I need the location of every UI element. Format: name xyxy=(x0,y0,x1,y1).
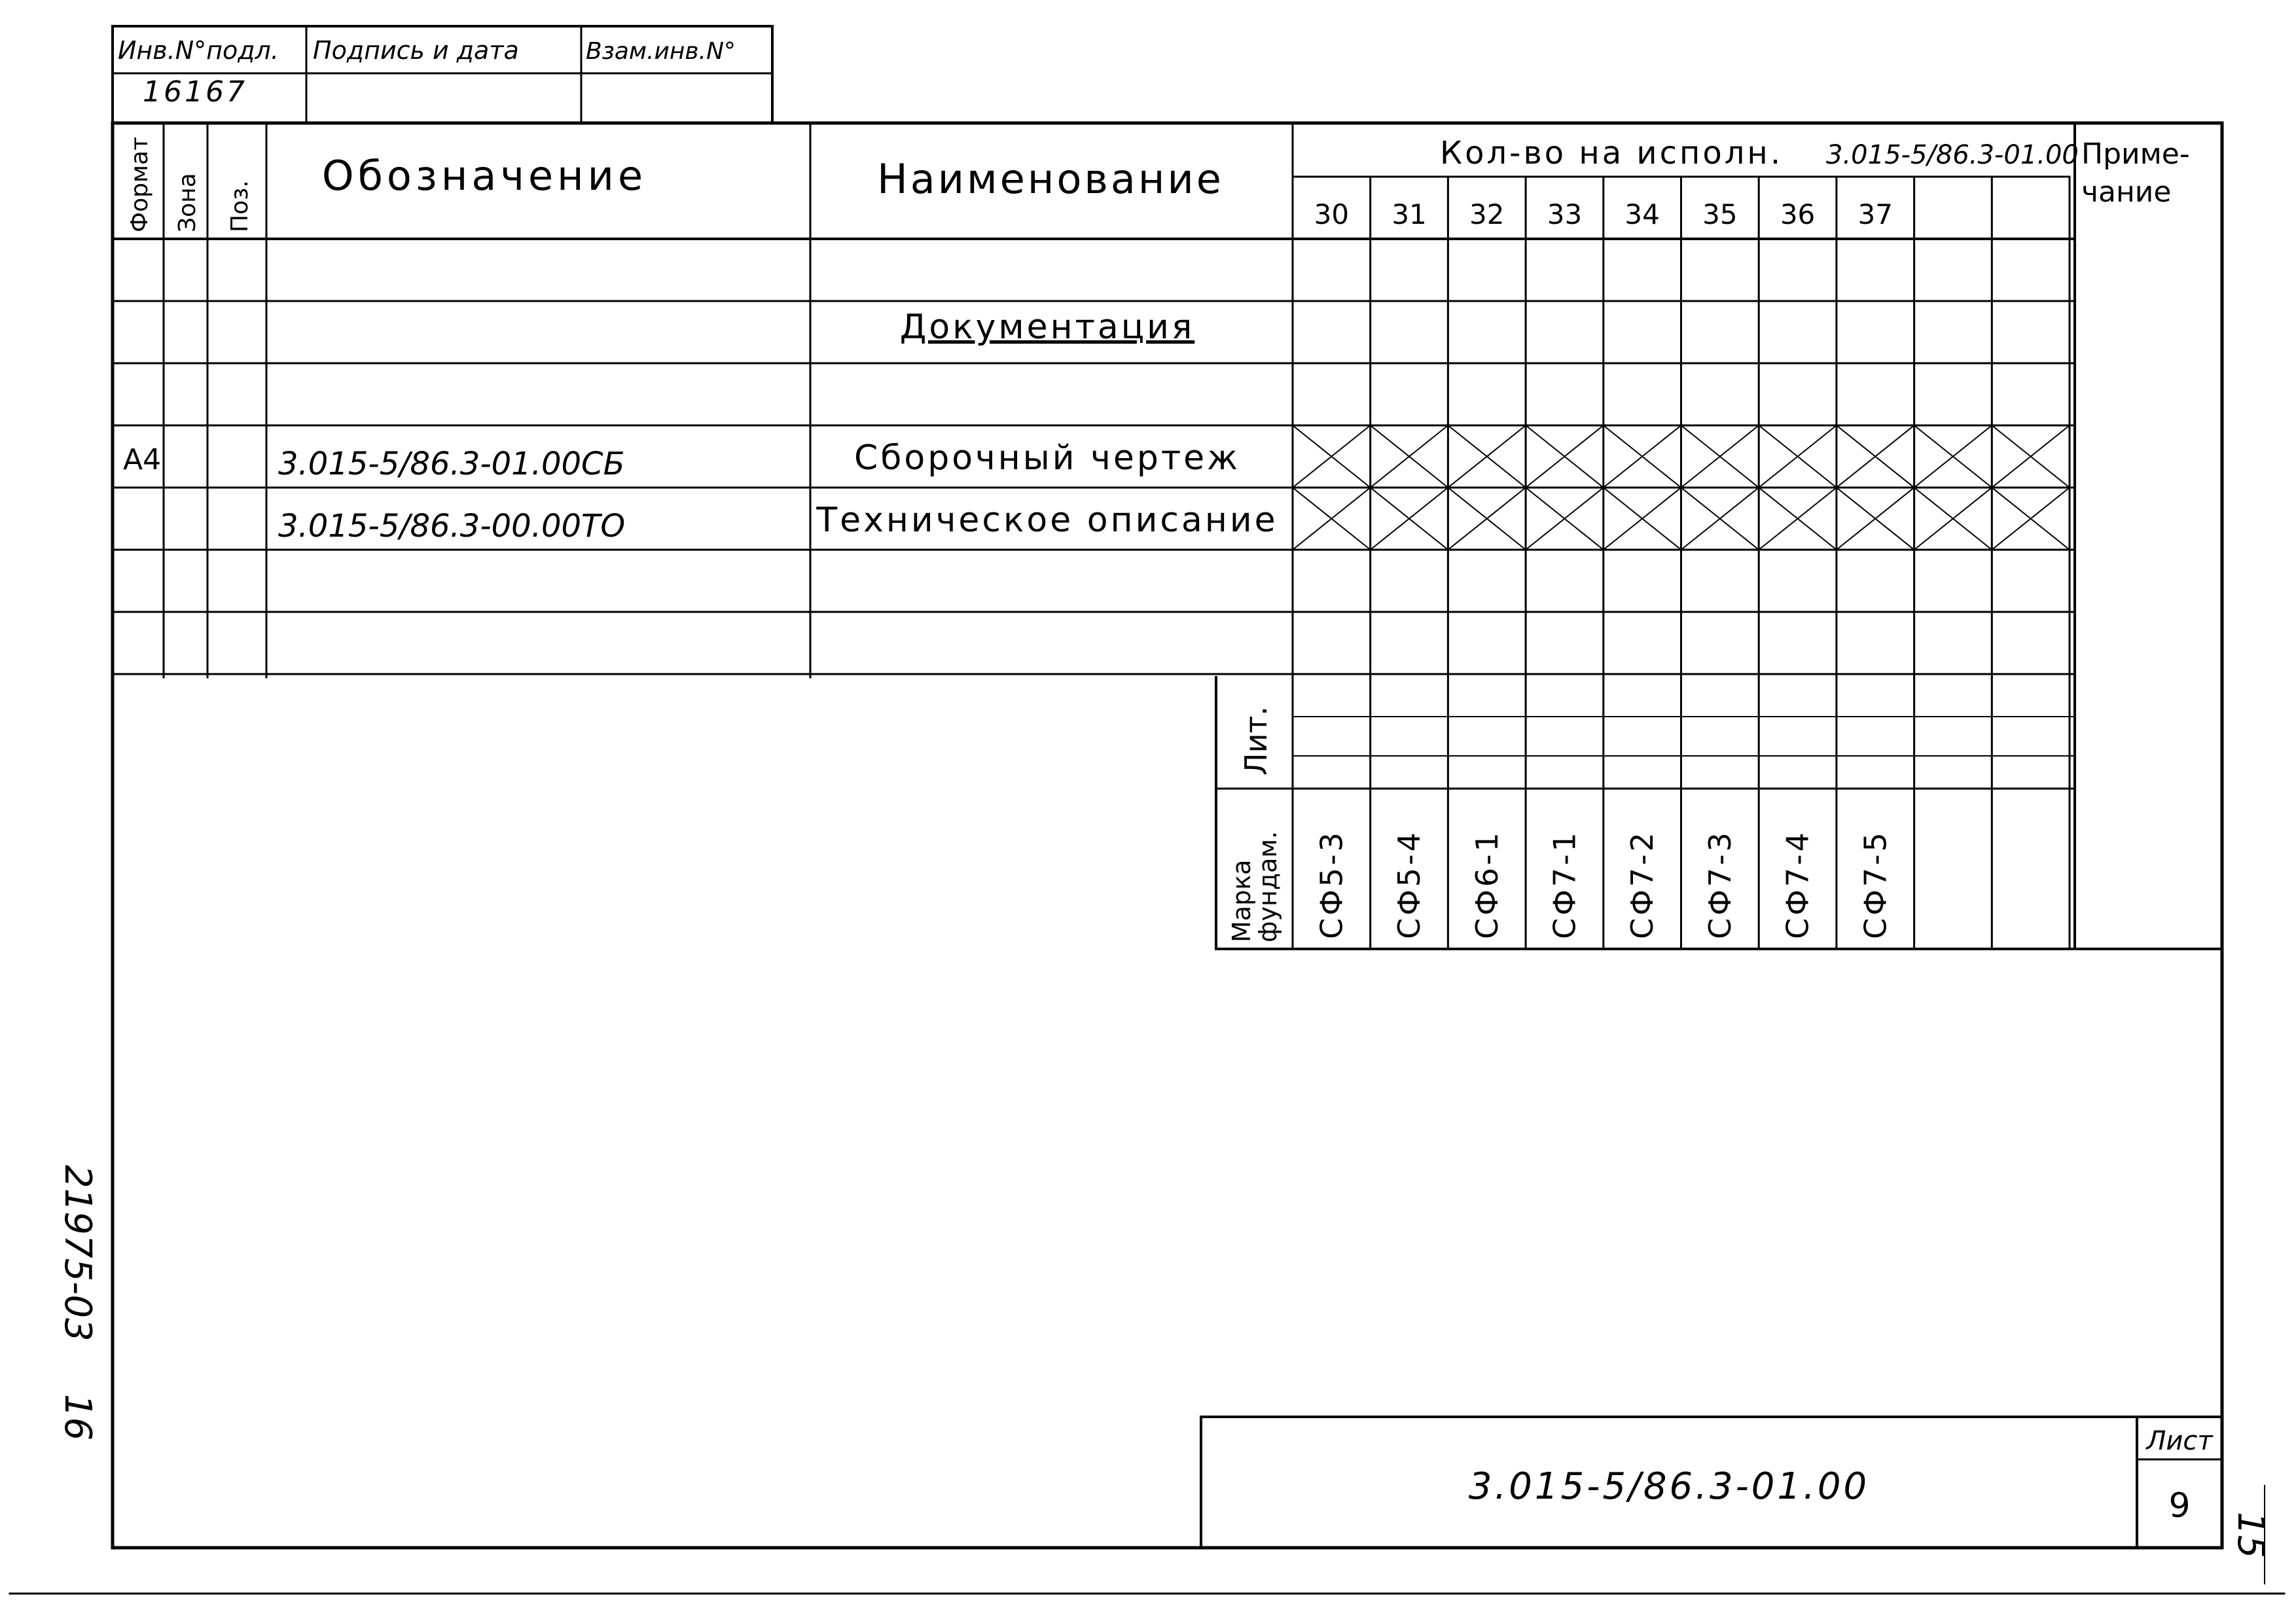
mark-label: Маркафундам. xyxy=(1227,830,1282,942)
document-code: 3.015-5/86.3-01.00 xyxy=(1468,1465,1870,1508)
exec-column-number: 36 xyxy=(1780,198,1816,230)
header-pos: Поз. xyxy=(226,180,253,232)
sheet-number: 9 xyxy=(2168,1486,2191,1525)
exec-column-number: 31 xyxy=(1391,198,1427,230)
lit-label: Лит. xyxy=(1238,706,1274,776)
foundation-mark: СФ7-5 xyxy=(1857,830,1893,939)
exec-column-number: 37 xyxy=(1857,198,1893,230)
sheet-label: Лист xyxy=(2146,1426,2213,1456)
header-qty-doc: 3.015-5/86.3-01.00 xyxy=(1826,140,2079,170)
header-designation: Обозначение xyxy=(321,152,647,200)
right-page-number: 15 xyxy=(2229,1512,2272,1559)
foundation-mark: СФ6-1 xyxy=(1469,830,1505,939)
foundation-mark: СФ7-2 xyxy=(1624,830,1660,939)
exec-column-number: 34 xyxy=(1624,198,1660,230)
exec-column-number: 33 xyxy=(1547,198,1583,230)
foundation-mark: СФ7-1 xyxy=(1547,830,1583,939)
row-name: Сборочный чертеж xyxy=(854,438,1240,478)
left-page-number: 16 xyxy=(56,1394,99,1441)
exec-column-number: 32 xyxy=(1469,198,1505,230)
row-designation: 3.015-5/86.3-01.00СБ xyxy=(278,446,625,482)
stamp-inv-header: Инв.N°подл. xyxy=(118,36,279,65)
foundation-mark: СФ7-3 xyxy=(1702,830,1738,939)
section-title: Документация xyxy=(899,308,1195,347)
stamp-sign-header: Подпись и дата xyxy=(313,36,519,65)
row-name: Техническое описание xyxy=(816,501,1278,540)
stamp-replace-header: Взам.инв.N° xyxy=(586,38,736,65)
header-zone: Зона xyxy=(174,173,201,232)
foundation-mark: СФ5-4 xyxy=(1391,830,1427,939)
header-qty-prefix: Кол-во на исполн. xyxy=(1440,135,1784,171)
header-name: Наименование xyxy=(877,155,1224,203)
exec-column-number: 30 xyxy=(1314,198,1350,230)
row-designation: 3.015-5/86.3-00.00ТО xyxy=(278,508,626,544)
exec-column-number: 35 xyxy=(1702,198,1738,230)
header-format: Формат xyxy=(126,136,153,232)
header-note: Приме-чание xyxy=(2081,137,2190,209)
archive-code: 21975-03 xyxy=(56,1165,99,1342)
foundation-mark: СФ5-3 xyxy=(1314,830,1350,939)
stamp-inv-value: 16167 xyxy=(143,75,247,109)
foundation-mark: СФ7-4 xyxy=(1780,830,1816,939)
row-format: A4 xyxy=(123,443,162,476)
